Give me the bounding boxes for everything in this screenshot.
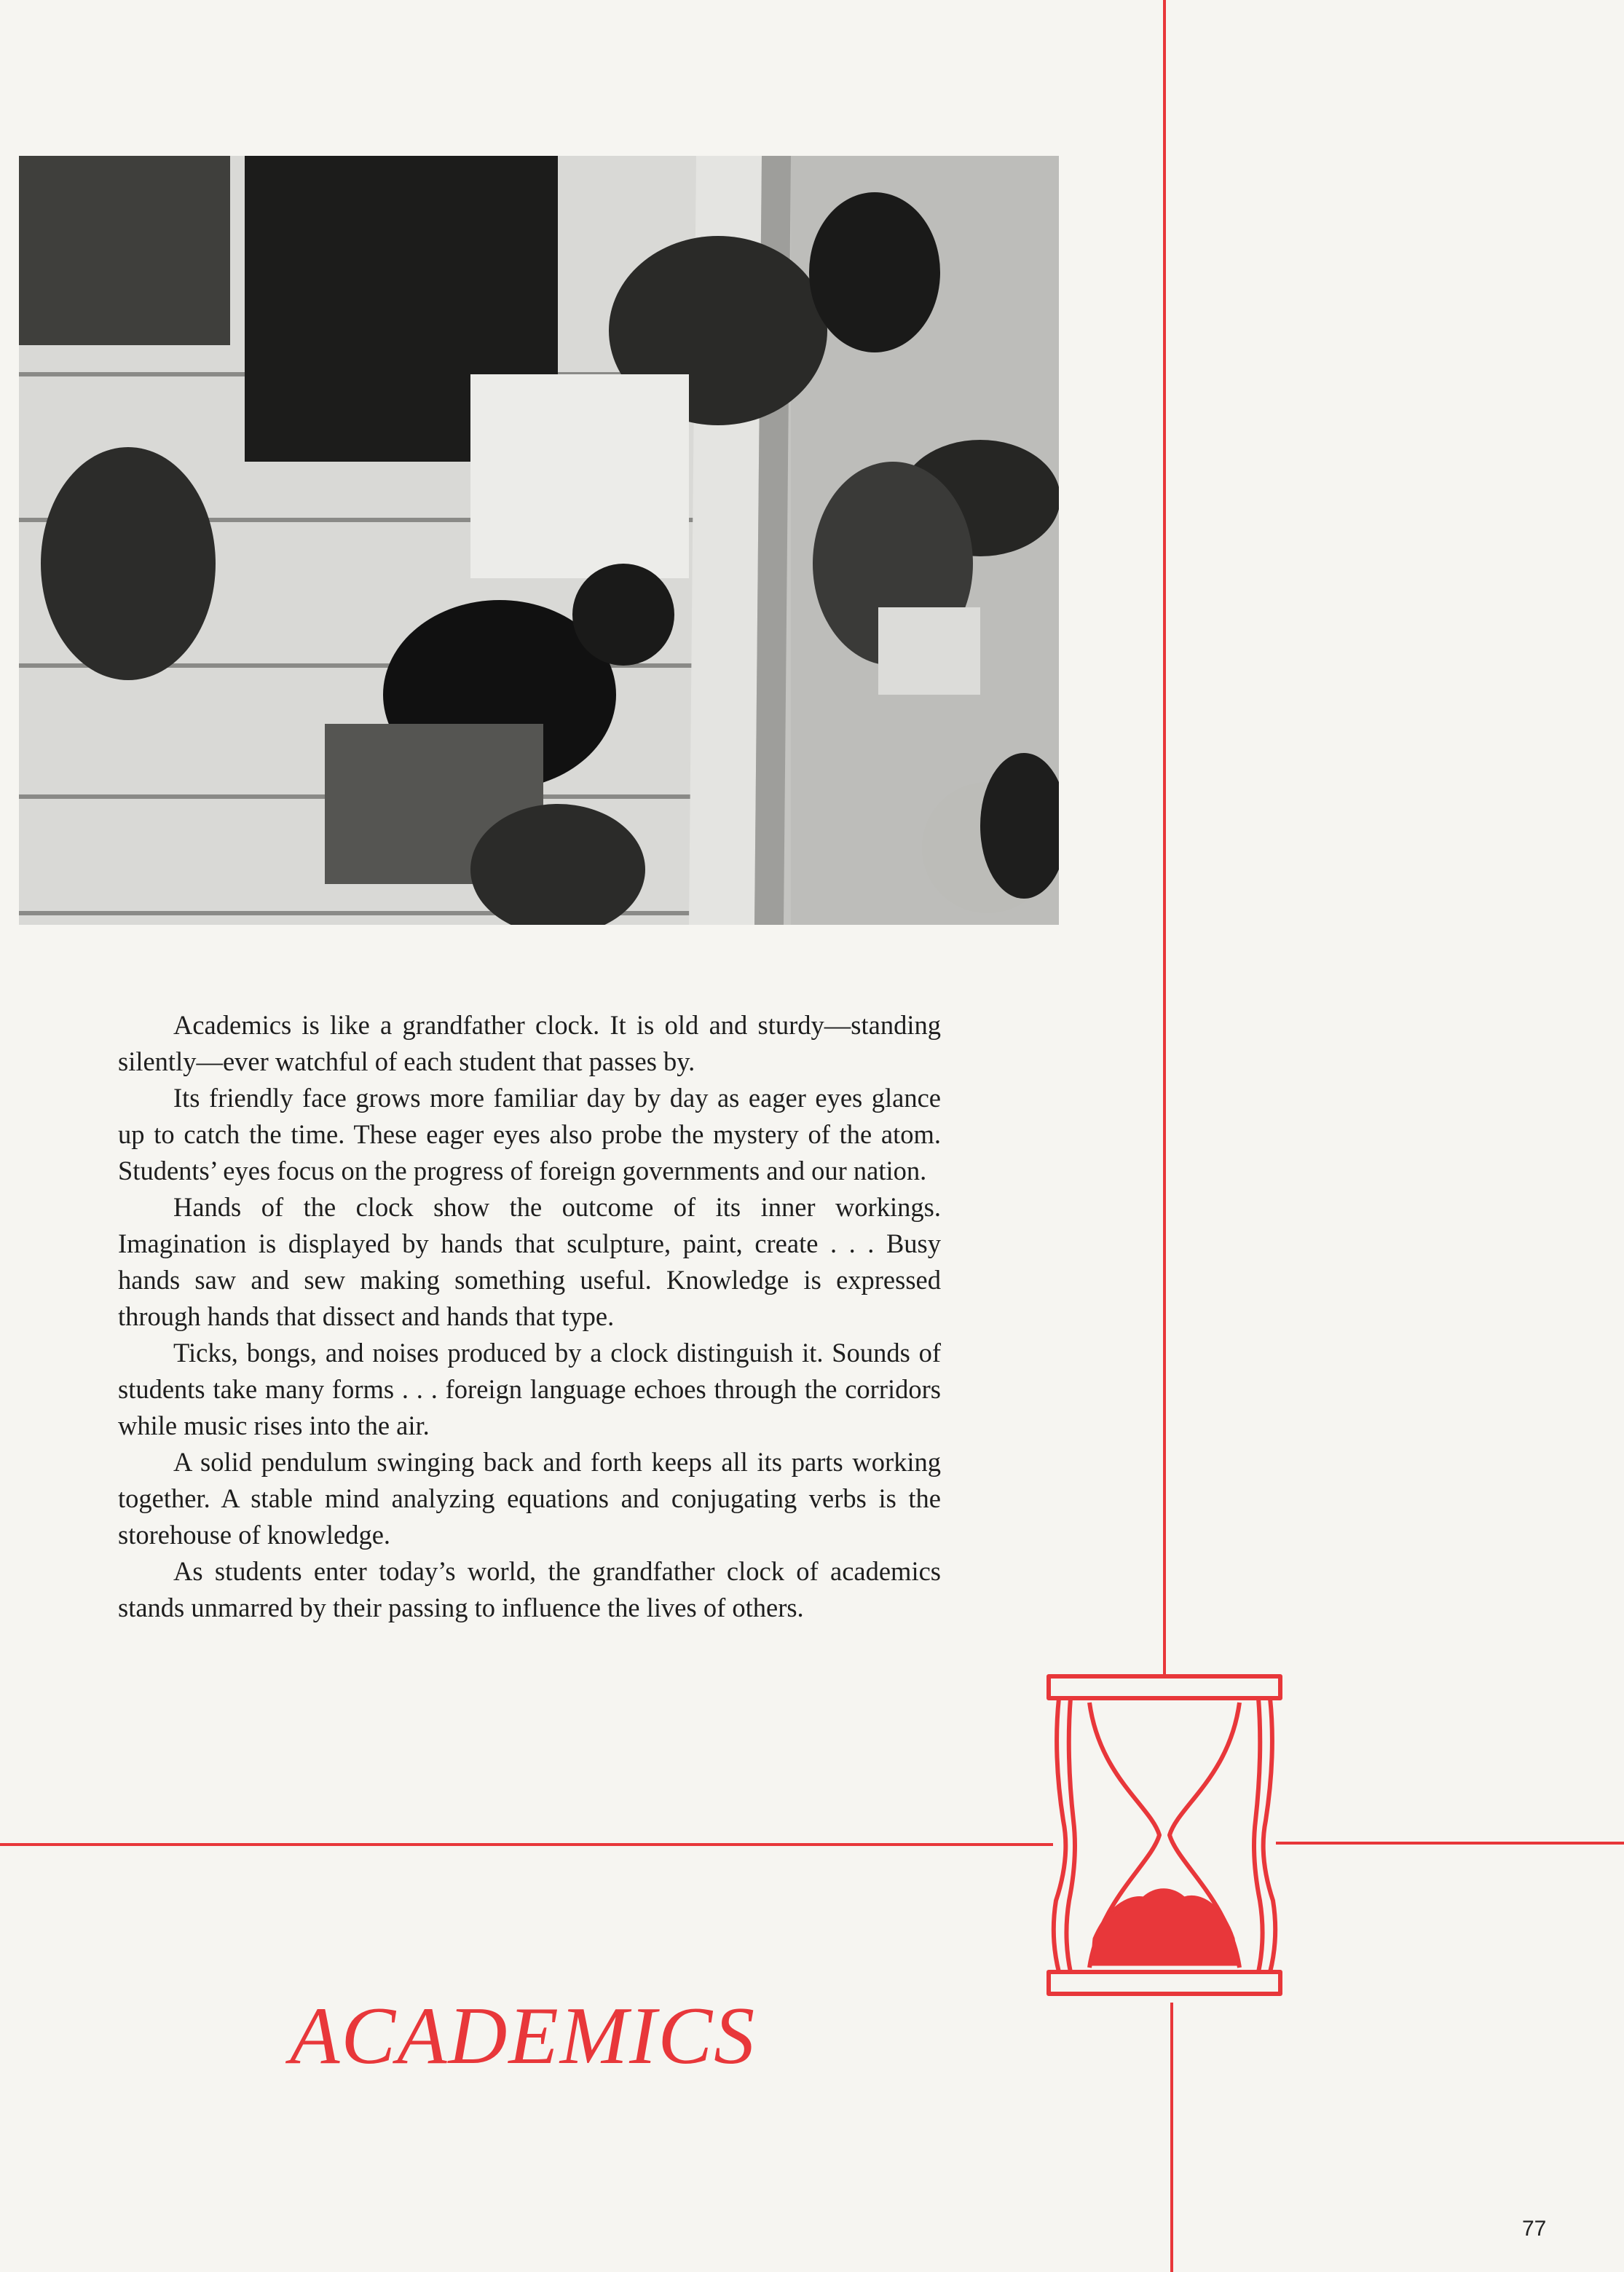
hourglass-icon	[1041, 1668, 1289, 2006]
vertical-rule-bottom	[1170, 2003, 1173, 2272]
paragraph-2: Its friendly face grows more familiar day by day as eager eyes glance up to catch the time. These eager eyes also probe the mystery of the atom. Students’ eyes focus on the progress of foreign governments and our nation.	[118, 1083, 941, 1186]
paragraph-5: A solid pendulum swinging back and forth keeps all its parts working together. A stable mind analyzing equations and conjugating verbs is the storehouse of knowledge.	[118, 1447, 941, 1550]
paragraph-4: Ticks, bongs, and noises produced by a clock distinguish it. Sounds of students take many forms . . . foreign language echoes through the corridors while music rises into the air.	[118, 1338, 941, 1440]
page-number: 77	[1522, 2217, 1547, 2241]
section-title: ACADEMICS	[290, 1991, 757, 2081]
paragraph-3: Hands of the clock show the outcome of its inner workings. Imagination is displayed by hands that sculpture, paint, create . . . Busy hands saw and sew making something useful. Knowledge is expressed through hands that dissect and hands that type.	[118, 1192, 941, 1331]
vertical-rule-top	[1163, 0, 1166, 1680]
paragraph-6: As students enter today’s world, the grandfather clock of academics stands unmarred by their passing to influence the lives of others.	[118, 1556, 941, 1622]
students-stairway-photo	[19, 156, 1059, 925]
horizontal-rule-left	[0, 1843, 1053, 1846]
paragraph-1: Academics is like a grandfather clock. It is old and sturdy—standing silently—ever watchful of each student that passes by.	[118, 1010, 941, 1076]
photo-illustration	[19, 156, 1059, 925]
horizontal-rule-right	[1276, 1842, 1624, 1845]
intro-text	[118, 1007, 941, 1626]
